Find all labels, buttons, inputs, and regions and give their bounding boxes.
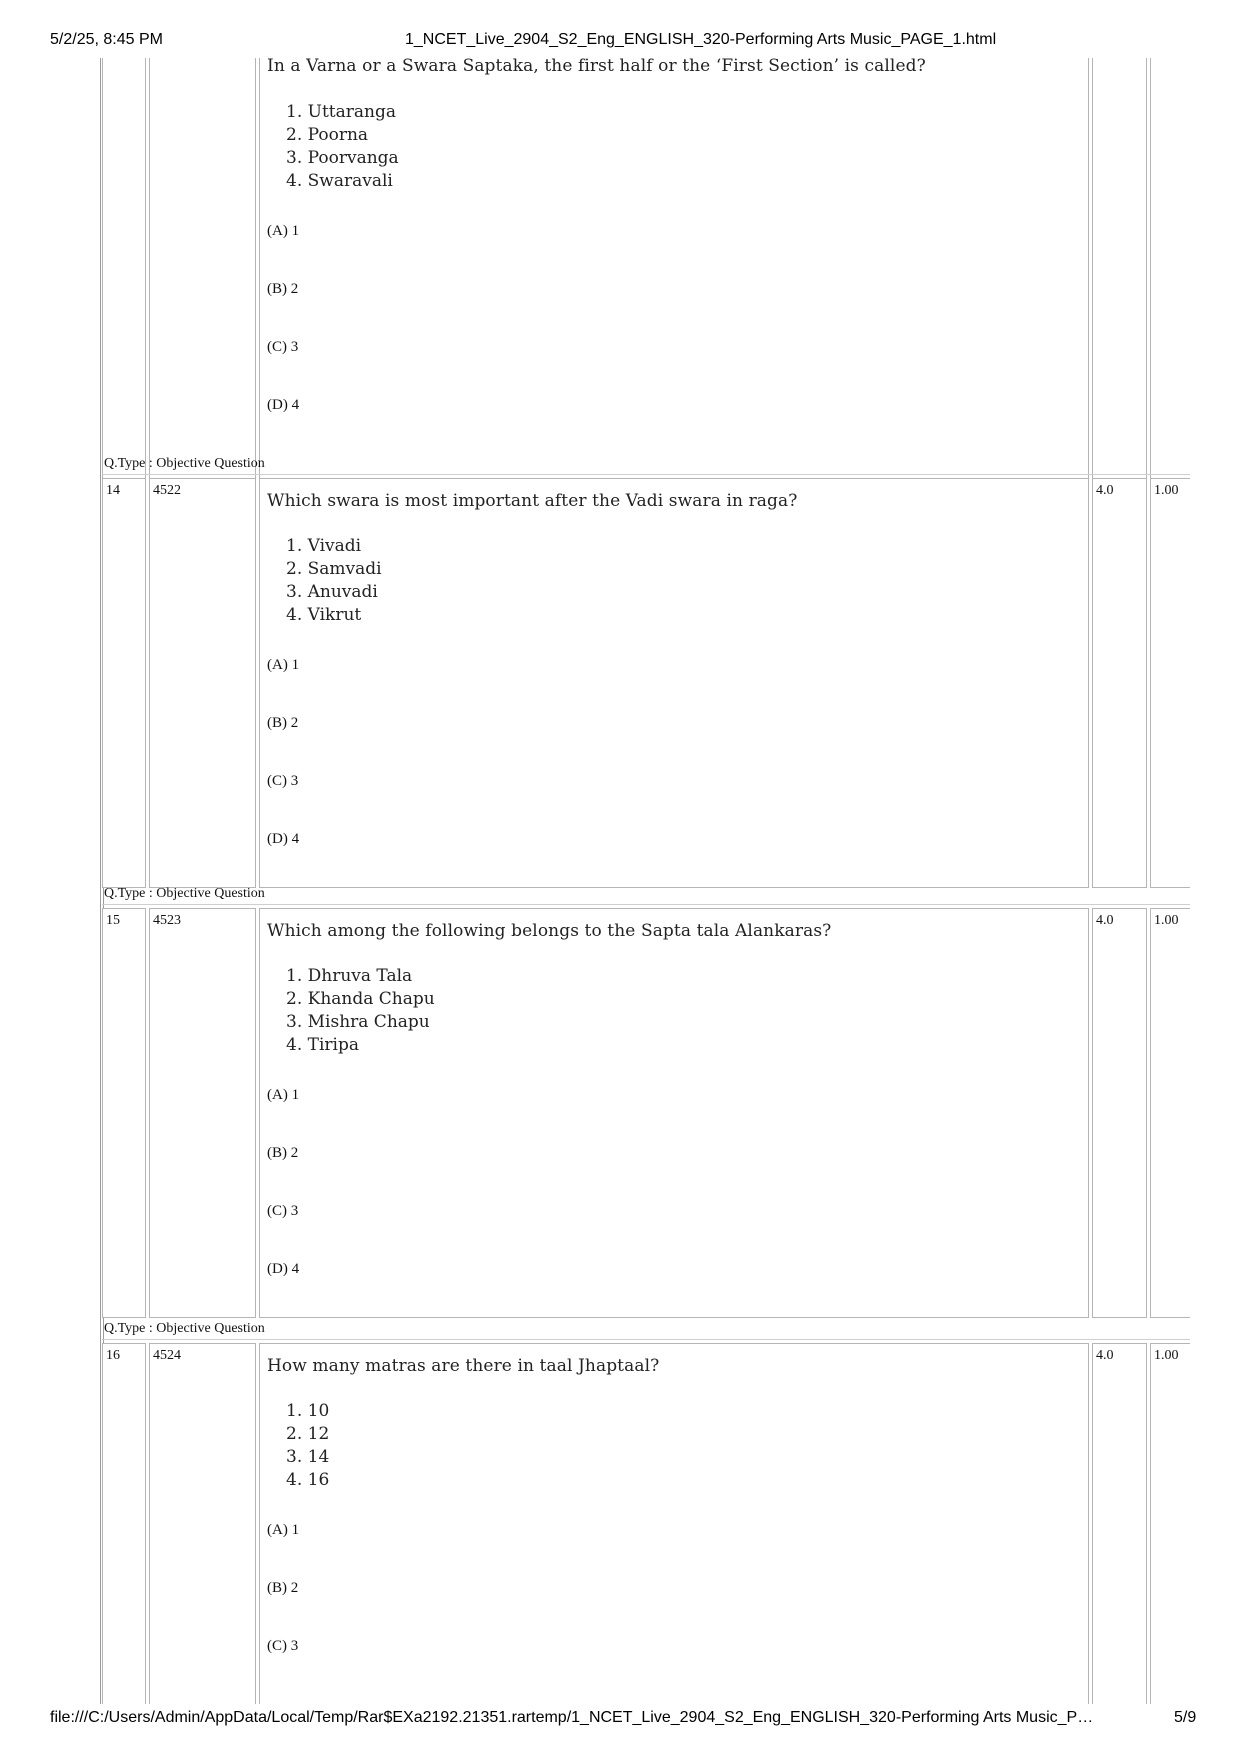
option-item: 3. Poorvanga [286,148,399,168]
answer-choice-a: (A) 1 [267,1087,300,1103]
answer-choice-d: (D) 4 [267,831,300,847]
question-id-cell [149,1343,256,1704]
marks-cell [1092,908,1147,1318]
question-options [286,965,435,1057]
question-id-cell [149,478,256,888]
serial-number: 16 [106,1348,120,1363]
print-datetime: 5/2/25, 8:45 PM [50,31,163,48]
answer-choice-c: (C) 3 [267,1203,299,1219]
marks-value: 4.0 [1096,913,1114,928]
answer-choice-d: (D) 4 [267,397,300,413]
serial-number-cell [102,1343,146,1704]
option-item: 2. Poorna [286,125,369,145]
option-item: 3. Anuvadi [286,582,378,602]
serial-number-cell [102,908,146,1318]
answer-choice-b: (B) 2 [267,1580,299,1596]
negative-marks-cell [1150,478,1190,888]
question-id: 4522 [153,483,181,498]
question-type-divider [102,904,1190,905]
question-type-divider [102,474,1190,475]
question-body-cell [259,908,1089,1318]
option-item: 1. Uttaranga [286,102,396,122]
question-id: 4524 [153,1348,181,1363]
question-type-label: Q.Type : Objective Question [104,886,265,901]
print-footer [0,1709,1240,1733]
page-border-left [100,58,101,1704]
marks-cell [1092,1343,1147,1704]
option-item: 2. 12 [286,1424,330,1444]
answer-choice-b: (B) 2 [267,715,299,731]
question-type-label: Q.Type : Objective Question [104,1321,265,1336]
marks-value: 4.0 [1096,483,1114,498]
print-page-number: 5/9 [1174,1709,1197,1726]
question-body-cell [259,58,1089,507]
print-document-title: 1_NCET_Live_2904_S2_Eng_ENGLISH_320-Performing Arts Music_PAGE_1.html [405,31,997,48]
negative-marks-cell [1150,58,1190,507]
question-text: In a Varna or a Swara Saptaka, the first half or the ‘First Section’ is called? [267,58,926,76]
negative-marks-cell [1150,908,1190,1318]
print-header [0,31,1240,55]
option-item: 4. Tiripa [286,1035,359,1055]
question-type-divider [102,1339,1190,1340]
option-item: 3. 14 [286,1447,330,1467]
serial-number: 14 [106,483,120,498]
question-body-cell [259,1343,1089,1704]
question-row-15 [102,908,1190,1318]
negative-marks-value: 1.00 [1154,913,1179,928]
question-text: Which swara is most important after the Vadi swara in raga? [267,491,798,511]
answer-choice-a: (A) 1 [267,1522,300,1538]
negative-marks-value: 1.00 [1154,1348,1179,1363]
question-options [286,535,382,627]
answer-choice-a: (A) 1 [267,657,300,673]
option-item: 4. Swaravali [286,171,393,191]
question-options [286,1400,329,1492]
question-row-14 [102,478,1190,888]
question-id-cell [149,908,256,1318]
marks-cell [1092,58,1147,507]
question-text: Which among the following belongs to the Sapta tala Alankaras? [267,921,832,941]
answer-choice-d: (D) 4 [267,1261,300,1277]
answer-choice-c: (C) 3 [267,773,299,789]
option-item: 1. 10 [286,1401,330,1421]
question-id-cell [149,58,256,507]
marks-cell [1092,478,1147,888]
answer-choice-b: (B) 2 [267,1145,299,1161]
option-item: 1. Dhruva Tala [286,966,413,986]
option-item: 1. Vivadi [286,536,362,556]
option-item: 4. 16 [286,1470,330,1490]
serial-number-cell [102,58,146,507]
question-id: 4523 [153,913,181,928]
answer-choice-a: (A) 1 [267,223,300,239]
question-body-cell [259,478,1089,888]
option-item: 3. Mishra Chapu [286,1012,430,1032]
answer-choice-c: (C) 3 [267,339,299,355]
question-row-16 [102,1343,1190,1704]
question-row-13 [102,58,1190,507]
serial-number: 15 [106,913,120,928]
option-item: 4. Vikrut [286,605,362,625]
option-item: 2. Khanda Chapu [286,989,435,1009]
negative-marks-cell [1150,1343,1190,1704]
print-file-url: file:///C:/Users/Admin/AppData/Local/Temp/Rar$EXa2192.21351.rartemp/1_NCET_Live_2904_S2_Eng_ENGLISH_320-Performing Arts Music_P… [50,1709,1094,1726]
question-type-label: Q.Type : Objective Question [104,456,265,471]
option-item: 2. Samvadi [286,559,382,579]
negative-marks-value: 1.00 [1154,483,1179,498]
question-options [286,101,399,193]
marks-value: 4.0 [1096,1348,1114,1363]
question-text: How many matras are there in taal Jhaptaal? [267,1356,660,1376]
answer-choice-c: (C) 3 [267,1638,299,1654]
serial-number-cell [102,478,146,888]
question-paper-page [100,58,1190,1704]
answer-choice-b: (B) 2 [267,281,299,297]
